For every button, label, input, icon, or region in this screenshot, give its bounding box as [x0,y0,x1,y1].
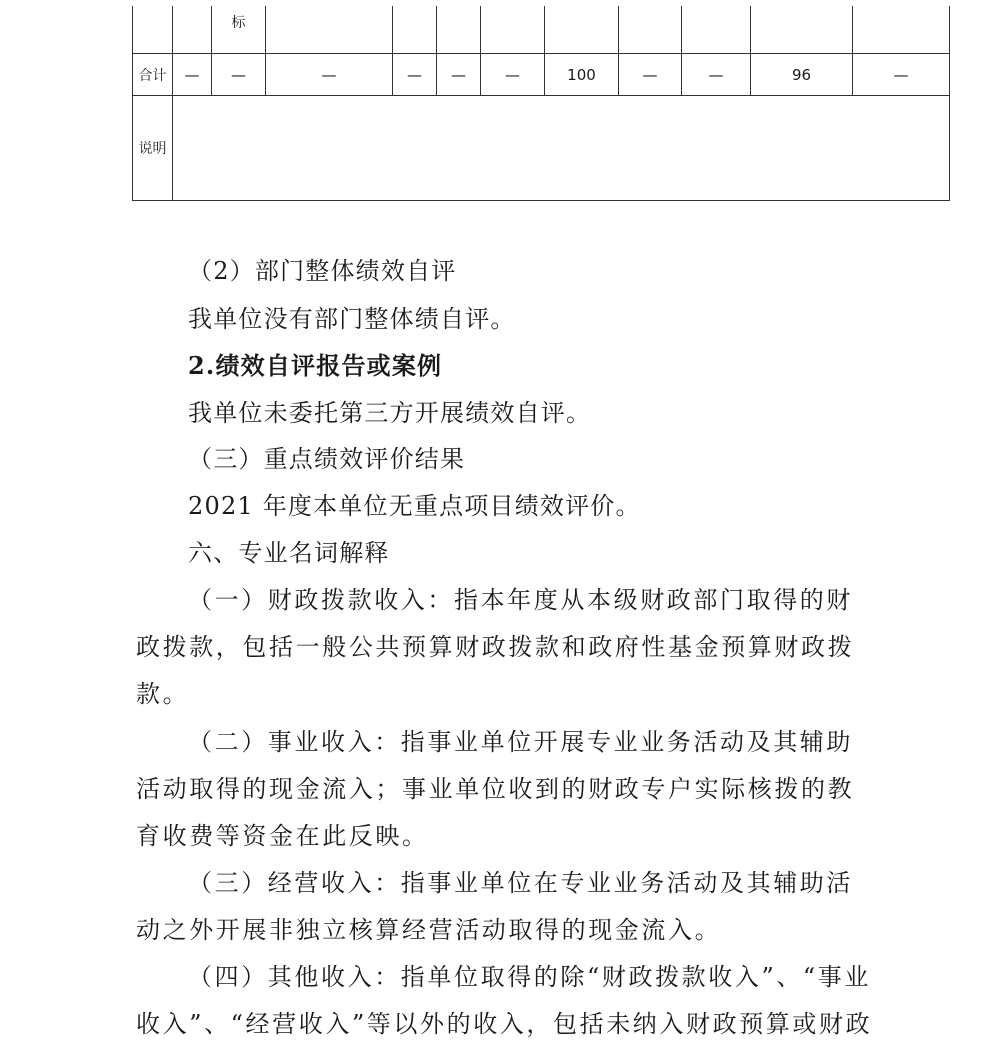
table-cell: — [481,54,545,96]
paragraph-line: 收入”、“经营收入”等以外的收入，包括未纳入财政预算或财政 [136,1010,873,1038]
table-cell [481,6,545,54]
table-row-note [133,96,950,201]
paragraph-line: （一）财政拨款收入：指本年度从本级财政部门取得的财 [188,586,853,614]
paragraph-line: 活动取得的现金流入；事业单位收到的财政专户实际核拨的教 [136,775,855,803]
table-cell [266,6,393,54]
note-label: 说明 [133,96,173,201]
table-row-total [133,54,950,96]
table-cell [437,6,481,54]
table-cell: — [437,54,481,96]
performance-table [132,6,950,201]
table-cell [619,6,682,54]
note-content [173,96,950,201]
table-cell: — [853,54,950,96]
table-cell [173,6,212,54]
subsection-heading-dept-eval: （2）部门整体绩效自评 [188,257,457,285]
table-cell [751,6,853,54]
section-heading-report: 2.绩效自评报告或案例 [188,351,443,380]
paragraph-line: 我单位未委托第三方开展绩效自评。 [188,399,592,427]
table-cell [393,6,437,54]
table-row-top [133,6,950,54]
table-cell: — [266,54,393,96]
paragraph-line: （四）其他收入：指单位取得的除“财政拨款收入”、“事业 [188,963,872,991]
table-cell: — [212,54,266,96]
total-label: 合计 [133,54,173,96]
subsection-heading-key-eval: （三）重点绩效评价结果 [188,445,466,473]
paragraph-line: 政拨款，包括一般公共预算财政拨款和政府性基金预算财政拨 [136,633,855,661]
table-cell: — [173,54,212,96]
table-cell-total-score: 100 [545,54,619,96]
paragraph-line: （三）经营收入：指事业单位在专业业务活动及其辅助活 [188,869,853,897]
table-cell [853,6,950,54]
table-cell: — [393,54,437,96]
section-heading-terms: 六、专业名词解释 [188,539,390,567]
table-cell [682,6,751,54]
paragraph-line: 育收费等资金在此反映。 [136,822,429,850]
table-cell-label: 标 [212,6,266,54]
table-cell [545,6,619,54]
table-cell: — [682,54,751,96]
paragraph-line: 2021 年度本单位无重点项目绩效评价。 [188,492,641,520]
table-cell-actual-score: 96 [751,54,853,96]
paragraph-line: （二）事业收入：指事业单位开展专业业务活动及其辅助 [188,728,853,756]
table-cell [133,6,173,54]
table-cell: — [619,54,682,96]
paragraph-line: 动之外开展非独立核算经营活动取得的现金流入。 [136,916,722,944]
paragraph-line: 我单位没有部门整体绩自评。 [188,305,516,333]
paragraph-line: 款。 [136,680,190,708]
